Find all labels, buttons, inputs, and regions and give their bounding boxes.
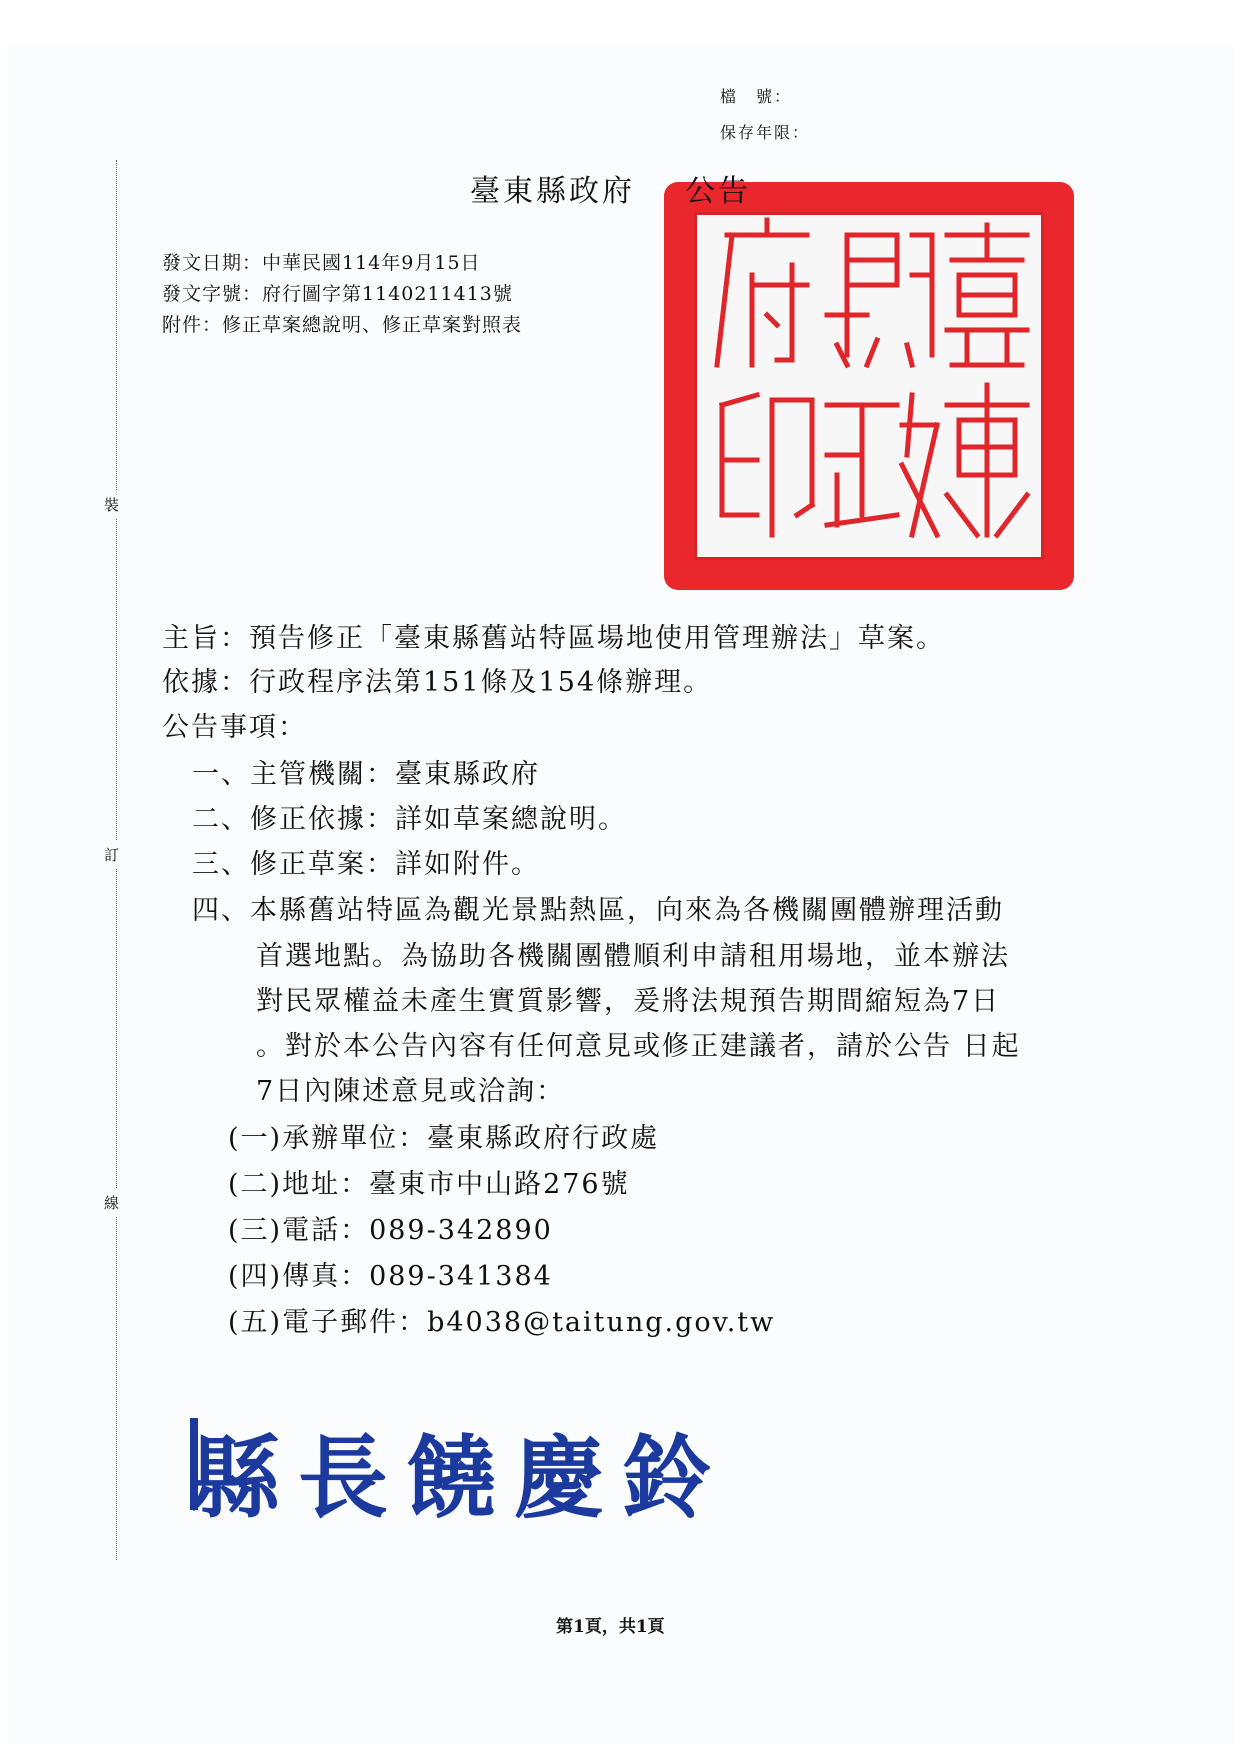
item4-continuation: 首選地點。為協助各機關團體順利申請租用場地，並本辦法 (256, 941, 1010, 972)
items-heading: 公告事項： (162, 712, 307, 743)
contact-item: (二)地址：臺東市中山路276號 (228, 1169, 630, 1200)
page-number: 第1頁，共1頁 (556, 1617, 665, 1637)
contact-item: (五)電子郵件：b4038@taitung.gov.tw (228, 1307, 776, 1338)
official-seal (664, 182, 1074, 590)
seal-glyphs (697, 215, 1041, 557)
announcement-item: 三、修正草案：詳如附件。 (192, 849, 540, 880)
retention-period-label: 保存年限： (720, 123, 811, 142)
item4-continuation: 7日內陳述意見或洽詢： (256, 1076, 566, 1107)
contact-item: (三)電話：089-342890 (228, 1215, 553, 1246)
issue-date: 發文日期：中華民國114年9月15日 (162, 252, 481, 274)
basis-line: 依據：行政程序法第151條及154條辦理。 (162, 667, 713, 698)
document-number: 發文字號：府行圖字第1140211413號 (162, 283, 513, 305)
document-type: 公告 (685, 174, 751, 209)
item4-continuation: 。對於本公告內容有任何意見或修正建議者，請於公告 日起 (256, 1031, 1021, 1062)
attachments: 附件：修正草案總說明、修正草案對照表 (162, 314, 523, 336)
subject-line: 主旨：預告修正「臺東縣舊站特區場地使用管理辦法」草案。 (162, 623, 945, 654)
contact-item: (一)承辦單位：臺東縣政府行政處 (228, 1123, 660, 1154)
agency-name: 臺東縣政府 (470, 174, 635, 209)
binding-mark-ding: 訂 (104, 840, 119, 869)
binding-mark-xian: 線 (104, 1188, 119, 1217)
signature-stamp: 縣長饒慶鈴 (190, 1425, 730, 1531)
binding-mark-zhuang: 裝 (104, 490, 119, 519)
announcement-item: 二、修正依據：詳如草案總說明。 (192, 804, 627, 835)
contact-item: (四)傳真：089-341384 (228, 1261, 553, 1292)
document-title (470, 166, 751, 210)
item4-continuation: 對民眾權益未產生實質影響，爰將法規預告期間縮短為7日 (256, 986, 1001, 1017)
file-number-label: 檔 號： (720, 87, 793, 106)
announcement-item: 四、本縣舊站特區為觀光景點熱區，向來為各機關團體辦理活動 (192, 895, 1004, 926)
announcement-item: 一、主管機關：臺東縣政府 (192, 759, 540, 790)
